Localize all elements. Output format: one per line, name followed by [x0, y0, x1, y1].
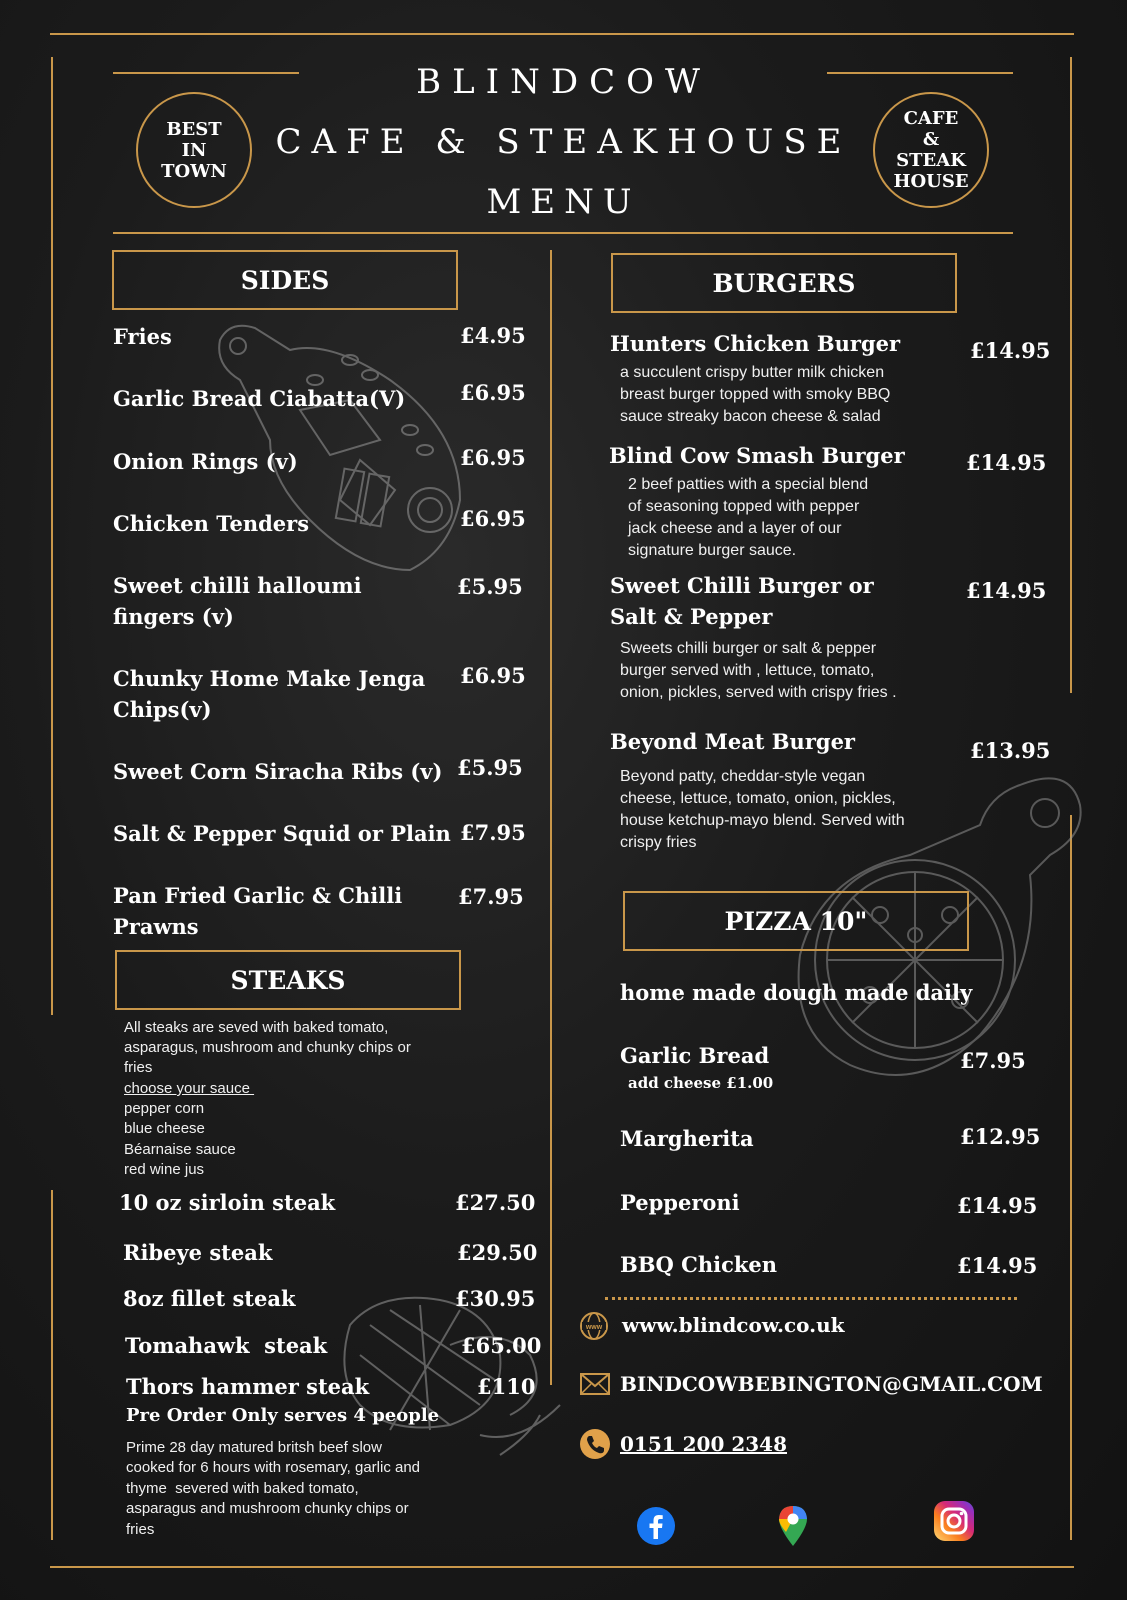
burger-desc-line: breast burger topped with smoky BBQ	[620, 386, 891, 403]
burgers-heading: BURGERS	[712, 268, 856, 298]
sides-item-price: £4.95	[460, 323, 526, 348]
burger-item-price: £14.95	[966, 578, 1047, 603]
burger-desc-line: crispy fries	[620, 834, 697, 851]
restaurant-name: BLINDCOW	[416, 62, 711, 102]
steak-item-price: £27.50	[455, 1190, 536, 1215]
steak-item-name: Ribeye steak	[123, 1240, 273, 1265]
www-icon-label: www	[585, 1324, 603, 1331]
sides-item-name: Sweet chilli halloumi	[113, 573, 362, 598]
sides-heading-box	[112, 250, 458, 310]
burger-desc-line: onion, pickles, served with crispy fries .	[620, 684, 897, 701]
thors-desc-line: asparagus and mushroom chunky chips or	[126, 1500, 409, 1517]
pizza-item-name: Garlic Bread	[620, 1043, 770, 1068]
badge-right-line: CAFE	[903, 108, 959, 129]
sides-item-price: £5.95	[457, 574, 523, 599]
badge-right-line: &	[922, 129, 940, 150]
phone-link[interactable]: 0151 200 2348	[620, 1432, 788, 1456]
sauce-option: red wine jus	[124, 1161, 205, 1178]
sides-item-name: Fries	[113, 324, 172, 349]
steaks-intro-line: All steaks are seved with baked tomato,	[124, 1019, 389, 1036]
steak-item-price: £30.95	[455, 1286, 536, 1311]
mail-icon	[579, 1372, 611, 1396]
pizza-heading: PIZZA 10"	[724, 906, 868, 936]
pizza-subtitle: home made dough made daily	[620, 980, 973, 1005]
sides-item-name: Pan Fried Garlic & Chilli	[113, 883, 403, 908]
steaks-heading-box	[115, 950, 461, 1010]
burger-desc-line: signature burger sauce.	[628, 542, 797, 559]
burger-item-name: Blind Cow Smash Burger	[609, 443, 905, 468]
pizza-item-name: Pepperoni	[620, 1190, 740, 1215]
frame-top-line	[50, 33, 1074, 35]
badge-left-line: IN	[181, 139, 207, 161]
badge-right-line: STEAK	[896, 150, 966, 171]
phone-icon	[579, 1428, 611, 1460]
steak-item-price: £29.50	[457, 1240, 538, 1265]
burger-desc-line: burger served with , lettuce, tomato,	[620, 662, 875, 679]
pizza-item-price: £14.95	[957, 1193, 1038, 1218]
burger-desc-line: cheese, lettuce, tomato, onion, pickles,	[620, 790, 896, 807]
thors-desc-line: cooked for 6 hours with rosemary, garlic and	[126, 1459, 421, 1476]
burger-item-price: £14.95	[966, 450, 1047, 475]
globe-icon	[578, 1310, 610, 1342]
badge-left-line: TOWN	[161, 160, 227, 182]
sides-item-price: £7.95	[458, 884, 524, 909]
sides-item-name: Chunky Home Make Jenga	[113, 666, 426, 691]
burger-item-name: Beyond Meat Burger	[610, 729, 855, 754]
steak-item-name: Thors hammer steak	[126, 1374, 370, 1399]
website-link[interactable]: www.blindcow.co.uk	[622, 1313, 845, 1337]
steaks-intro-line: fries	[124, 1059, 153, 1076]
preorder-note: Pre Order Only serves 4 people	[126, 1405, 440, 1426]
burger-desc-line: Beyond patty, cheddar-style vegan	[620, 768, 866, 785]
sauce-option: blue cheese	[124, 1120, 205, 1137]
pizza-item-price: £12.95	[960, 1124, 1041, 1149]
sides-item-name: Sweet Corn Siracha Ribs (v)	[113, 759, 443, 784]
burger-desc-line: 2 beef patties with a special blend	[628, 476, 869, 493]
badge-right-line: HOUSE	[893, 171, 969, 192]
sides-heading: SIDES	[240, 265, 330, 295]
burger-desc-line: jack cheese and a layer of our	[628, 520, 842, 537]
steak-item-price: £65.00	[461, 1333, 542, 1358]
burger-item-price: £13.95	[970, 738, 1051, 763]
badge-left-line: BEST	[166, 118, 222, 140]
sides-item-price: £5.95	[457, 755, 523, 780]
steak-item-name: Tomahawk steak	[125, 1333, 328, 1358]
pizza-item-name: Margherita	[620, 1126, 754, 1151]
sides-item-name: Salt & Pepper Squid or Plain	[113, 821, 451, 846]
pizza-item-name: BBQ Chicken	[620, 1252, 778, 1277]
sides-item-name: Chips(v)	[113, 697, 212, 722]
frame-right-line-bottom	[1070, 815, 1072, 1540]
sides-item-name: fingers (v)	[113, 604, 234, 629]
thors-desc-line: thyme severed with baked tomato,	[126, 1480, 359, 1497]
sides-item-name: Onion Rings (v)	[113, 449, 298, 474]
badge-cafe-steak-house	[873, 92, 989, 208]
menu-title: MENU	[486, 182, 641, 222]
steak-item-name: 10 oz sirloin steak	[119, 1190, 336, 1215]
sides-item-name: Garlic Bread Ciabatta(V)	[113, 386, 406, 411]
frame-left-line-bottom	[51, 1190, 53, 1540]
burger-desc-line: sauce streaky bacon cheese & salad	[620, 408, 881, 425]
pizza-item-price: £7.95	[960, 1048, 1026, 1073]
badge-best-in-town	[136, 92, 252, 208]
restaurant-subtitle: CAFE & STEAKHOUSE	[275, 122, 852, 162]
steaks-heading: STEAKS	[230, 965, 346, 995]
instagram-icon[interactable]	[933, 1500, 975, 1542]
burger-desc-line: Sweets chilli burger or salt & pepper	[620, 640, 877, 657]
thors-desc-line: Prime 28 day matured britsh beef slow	[126, 1439, 382, 1456]
sauce-option: pepper corn	[124, 1100, 205, 1117]
burger-item-name: Sweet Chilli Burger or	[610, 573, 874, 598]
sides-item-name: Chicken Tenders	[113, 511, 310, 536]
burger-desc-line: of seasoning topped with pepper	[628, 498, 860, 515]
thors-desc-line: fries	[126, 1521, 155, 1538]
burger-desc-line: a succulent crispy butter milk chicken	[620, 364, 885, 381]
burgers-heading-box	[611, 253, 957, 313]
burger-item-name: Salt & Pepper	[610, 604, 773, 629]
sauce-option: Béarnaise sauce	[124, 1141, 236, 1158]
steak-item-price: £110	[477, 1374, 536, 1399]
sauce-heading: choose your sauce	[124, 1080, 255, 1097]
sides-item-price: £7.95	[460, 820, 526, 845]
sides-item-price: £6.95	[460, 663, 526, 688]
header-line-bottom	[113, 232, 1013, 234]
sides-item-price: £6.95	[460, 506, 526, 531]
burger-item-name: Hunters Chicken Burger	[610, 331, 901, 356]
sides-item-name: Prawns	[113, 914, 199, 939]
contact-divider	[605, 1297, 1017, 1300]
pizza-item-note: add cheese £1.00	[628, 1074, 774, 1092]
sides-item-price: £6.95	[460, 380, 526, 405]
email-link[interactable]: BINDCOWBEBINGTON@GMAIL.COM	[620, 1372, 1043, 1396]
frame-bottom-line	[50, 1566, 1074, 1568]
steak-item-name: 8oz fillet steak	[123, 1286, 296, 1311]
pizza-item-price: £14.95	[957, 1253, 1038, 1278]
google-maps-icon[interactable]	[776, 1504, 810, 1548]
facebook-icon[interactable]	[636, 1506, 676, 1546]
pizza-heading-box	[623, 891, 969, 951]
steaks-intro-line: asparagus, mushroom and chunky chips or	[124, 1039, 411, 1056]
column-divider	[550, 250, 552, 1385]
burger-item-price: £14.95	[970, 338, 1051, 363]
burger-desc-line: house ketchup-mayo blend. Served with	[620, 812, 905, 829]
sides-item-price: £6.95	[460, 445, 526, 470]
